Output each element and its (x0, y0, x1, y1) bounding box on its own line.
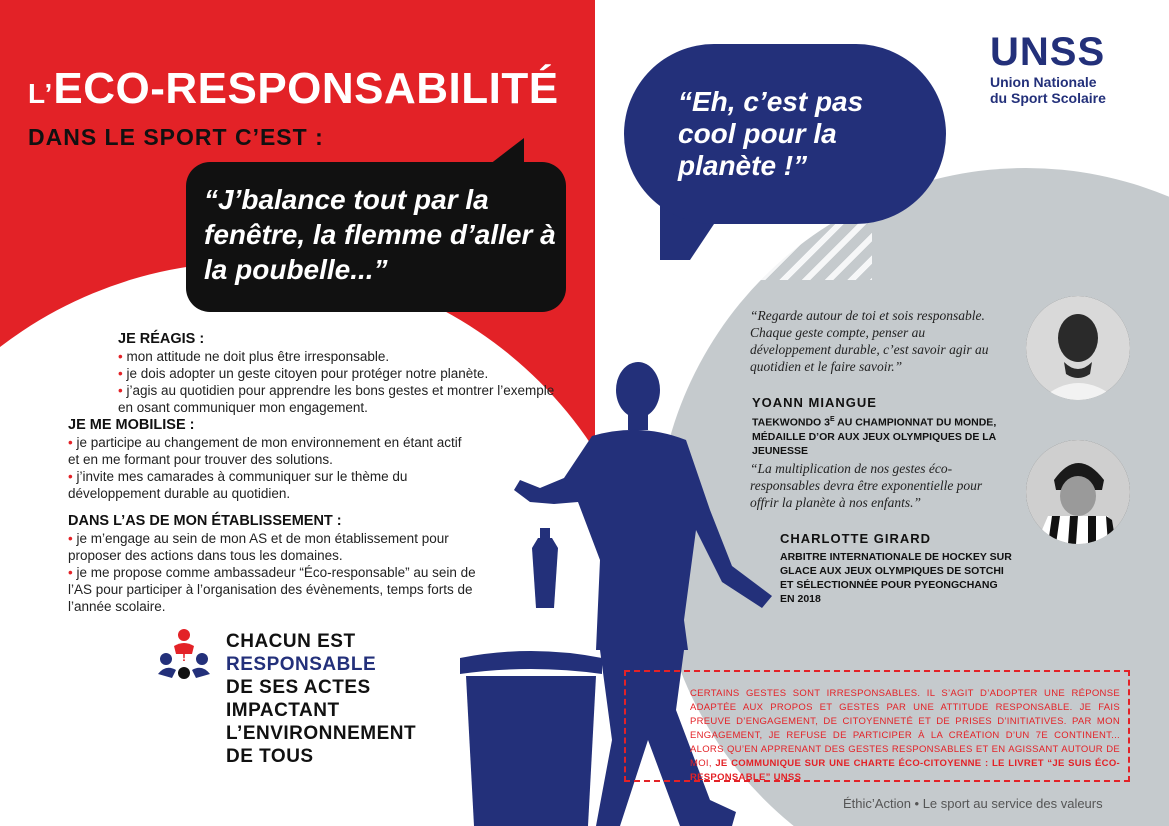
testimonial-description: ARBITRE INTERNATIONALE DE HOCKEY SUR GLACE AUX JEUX OLYMPIQUES DE SOTCHI ET SÉLECTIONNÉE POUR PYEONGCHANG EN 2018 (780, 551, 1012, 605)
testimonial-quote: “La multiplication de nos gestes éco-responsables devra être exponentielle pour offrir la planète à nos enfants.” (750, 461, 983, 510)
chacun-line: DE SES ACTES (226, 677, 371, 698)
athlete-photo (1026, 296, 1130, 400)
notice-text (690, 687, 1120, 785)
notice-text-body: CERTAINS GESTES SONT IRRESPONSABLES. IL S’AGIT D’ADOPTER UNE RÉPONSE ADAPTÉE AUX PROPOS ET GESTES PAR UNE ATTITUDE RESPONSABLE. JE FAIS PREUVE D’ENGAGEMENT, DE CITOYENNETÉ ET DE PRISES D’INITIATIVES. PAR MON ENGAGEMENT, JE REFUSE DE PARTICIPER À LA CRÉATION D’UN 7E CONTINENT... ALORS QU’EN APPRENANT DES GESTES RESPONSABLES ET EN AGISSANT AUTOUR DE MOI, (690, 688, 1120, 769)
testimonial-quote: “Regarde autour de toi et sois responsable. Chaque geste compte, penser au développement durable, c’est savoir agir au quotidien et le faire savoir.” (750, 308, 989, 374)
chacun-line: IMPACTANT (226, 700, 340, 721)
chacun-block (226, 630, 416, 768)
logo-wordmark: UNSS (990, 30, 1106, 74)
testimonial-description: TAEKWONDO $3^E$ AU CHAMPIONNAT DU MONDE, MÉDAILLE D’OR AUX JEUX OLYMPIQUES DE LA JEUNESSE (752, 416, 997, 457)
referee-portrait-icon (1026, 440, 1130, 544)
section-heading-reagis: JE RÉAGIS : (118, 331, 205, 347)
logo-line1: Union Nationale (990, 74, 1097, 90)
list-item: • mon attitude ne doit plus être irresponsable. (118, 349, 390, 364)
list-item: • je me propose comme ambassadeur “Éco-responsable” au sein de l’AS pour participer à l’organisation des évènements, temps forts de l’année scolaire. (68, 565, 476, 614)
section-reagis-list (118, 348, 558, 416)
notice-text-emphasis: JE COMMUNIQUE SUR UNE CHARTE ÉCO-CITOYENNE : LE LIVRET “JE SUIS ÉCO-RESPONSABLE” UNSS (690, 758, 1120, 783)
section-as-list (68, 530, 500, 615)
section-heading-as: DANS L’AS DE MON ÉTABLISSEMENT : (68, 513, 342, 529)
referee-photo (1026, 440, 1130, 544)
blue-bubble-quote: “Eh, c’est pas cool pour la planète !” (678, 86, 864, 181)
athlete-portrait-icon (1026, 296, 1130, 400)
unss-logo (990, 30, 1106, 106)
section-mobilise-list (68, 434, 468, 502)
footer-tagline: Éthic’Action • Le sport au service des valeurs (843, 796, 1103, 811)
title-prefix: L’ (28, 78, 54, 109)
testimonial-name: CHARLOTTE GIRARD (780, 531, 932, 546)
chacun-line: CHACUN EST (226, 631, 356, 652)
page-title (28, 64, 559, 114)
black-bubble-quote: “J’balance tout par la fenêtre, la flemme d’aller à la poubelle...” (204, 184, 556, 285)
chacun-line: L’ENVIRONNEMENT (226, 723, 417, 744)
list-item: • j’agis au quotidien pour apprendre les bons gestes et montrer l’exemple en osant communiquer mon engagement. (118, 383, 555, 415)
list-item: • je m’engage au sein de mon AS et de mon établissement pour proposer des actions dans tous les domaines. (68, 531, 449, 563)
list-item: • j’invite mes camarades à communiquer sur le thème du développement durable au quotidien. (68, 469, 408, 501)
svg-text:!: ! (182, 650, 186, 664)
list-item: • je dois adopter un geste citoyen pour protéger notre planète. (118, 366, 489, 381)
page-subtitle: DANS LE SPORT C’EST : (28, 124, 324, 150)
chacun-line: DE TOUS (226, 746, 314, 767)
testimonial-name: YOANN MIANGUE (752, 395, 877, 410)
title-main: ECO-RESPONSABILITÉ (53, 64, 559, 113)
section-heading-mobilise: JE ME MOBILISE : (68, 417, 195, 433)
people-circle-icon (156, 626, 212, 682)
chacun-line-highlight: RESPONSABLE (226, 654, 377, 675)
list-item: • je participe au changement de mon environnement en étant actif et en me formant pour trouver des solutions. (68, 435, 462, 467)
logo-line2: du Sport Scolaire (990, 90, 1106, 106)
